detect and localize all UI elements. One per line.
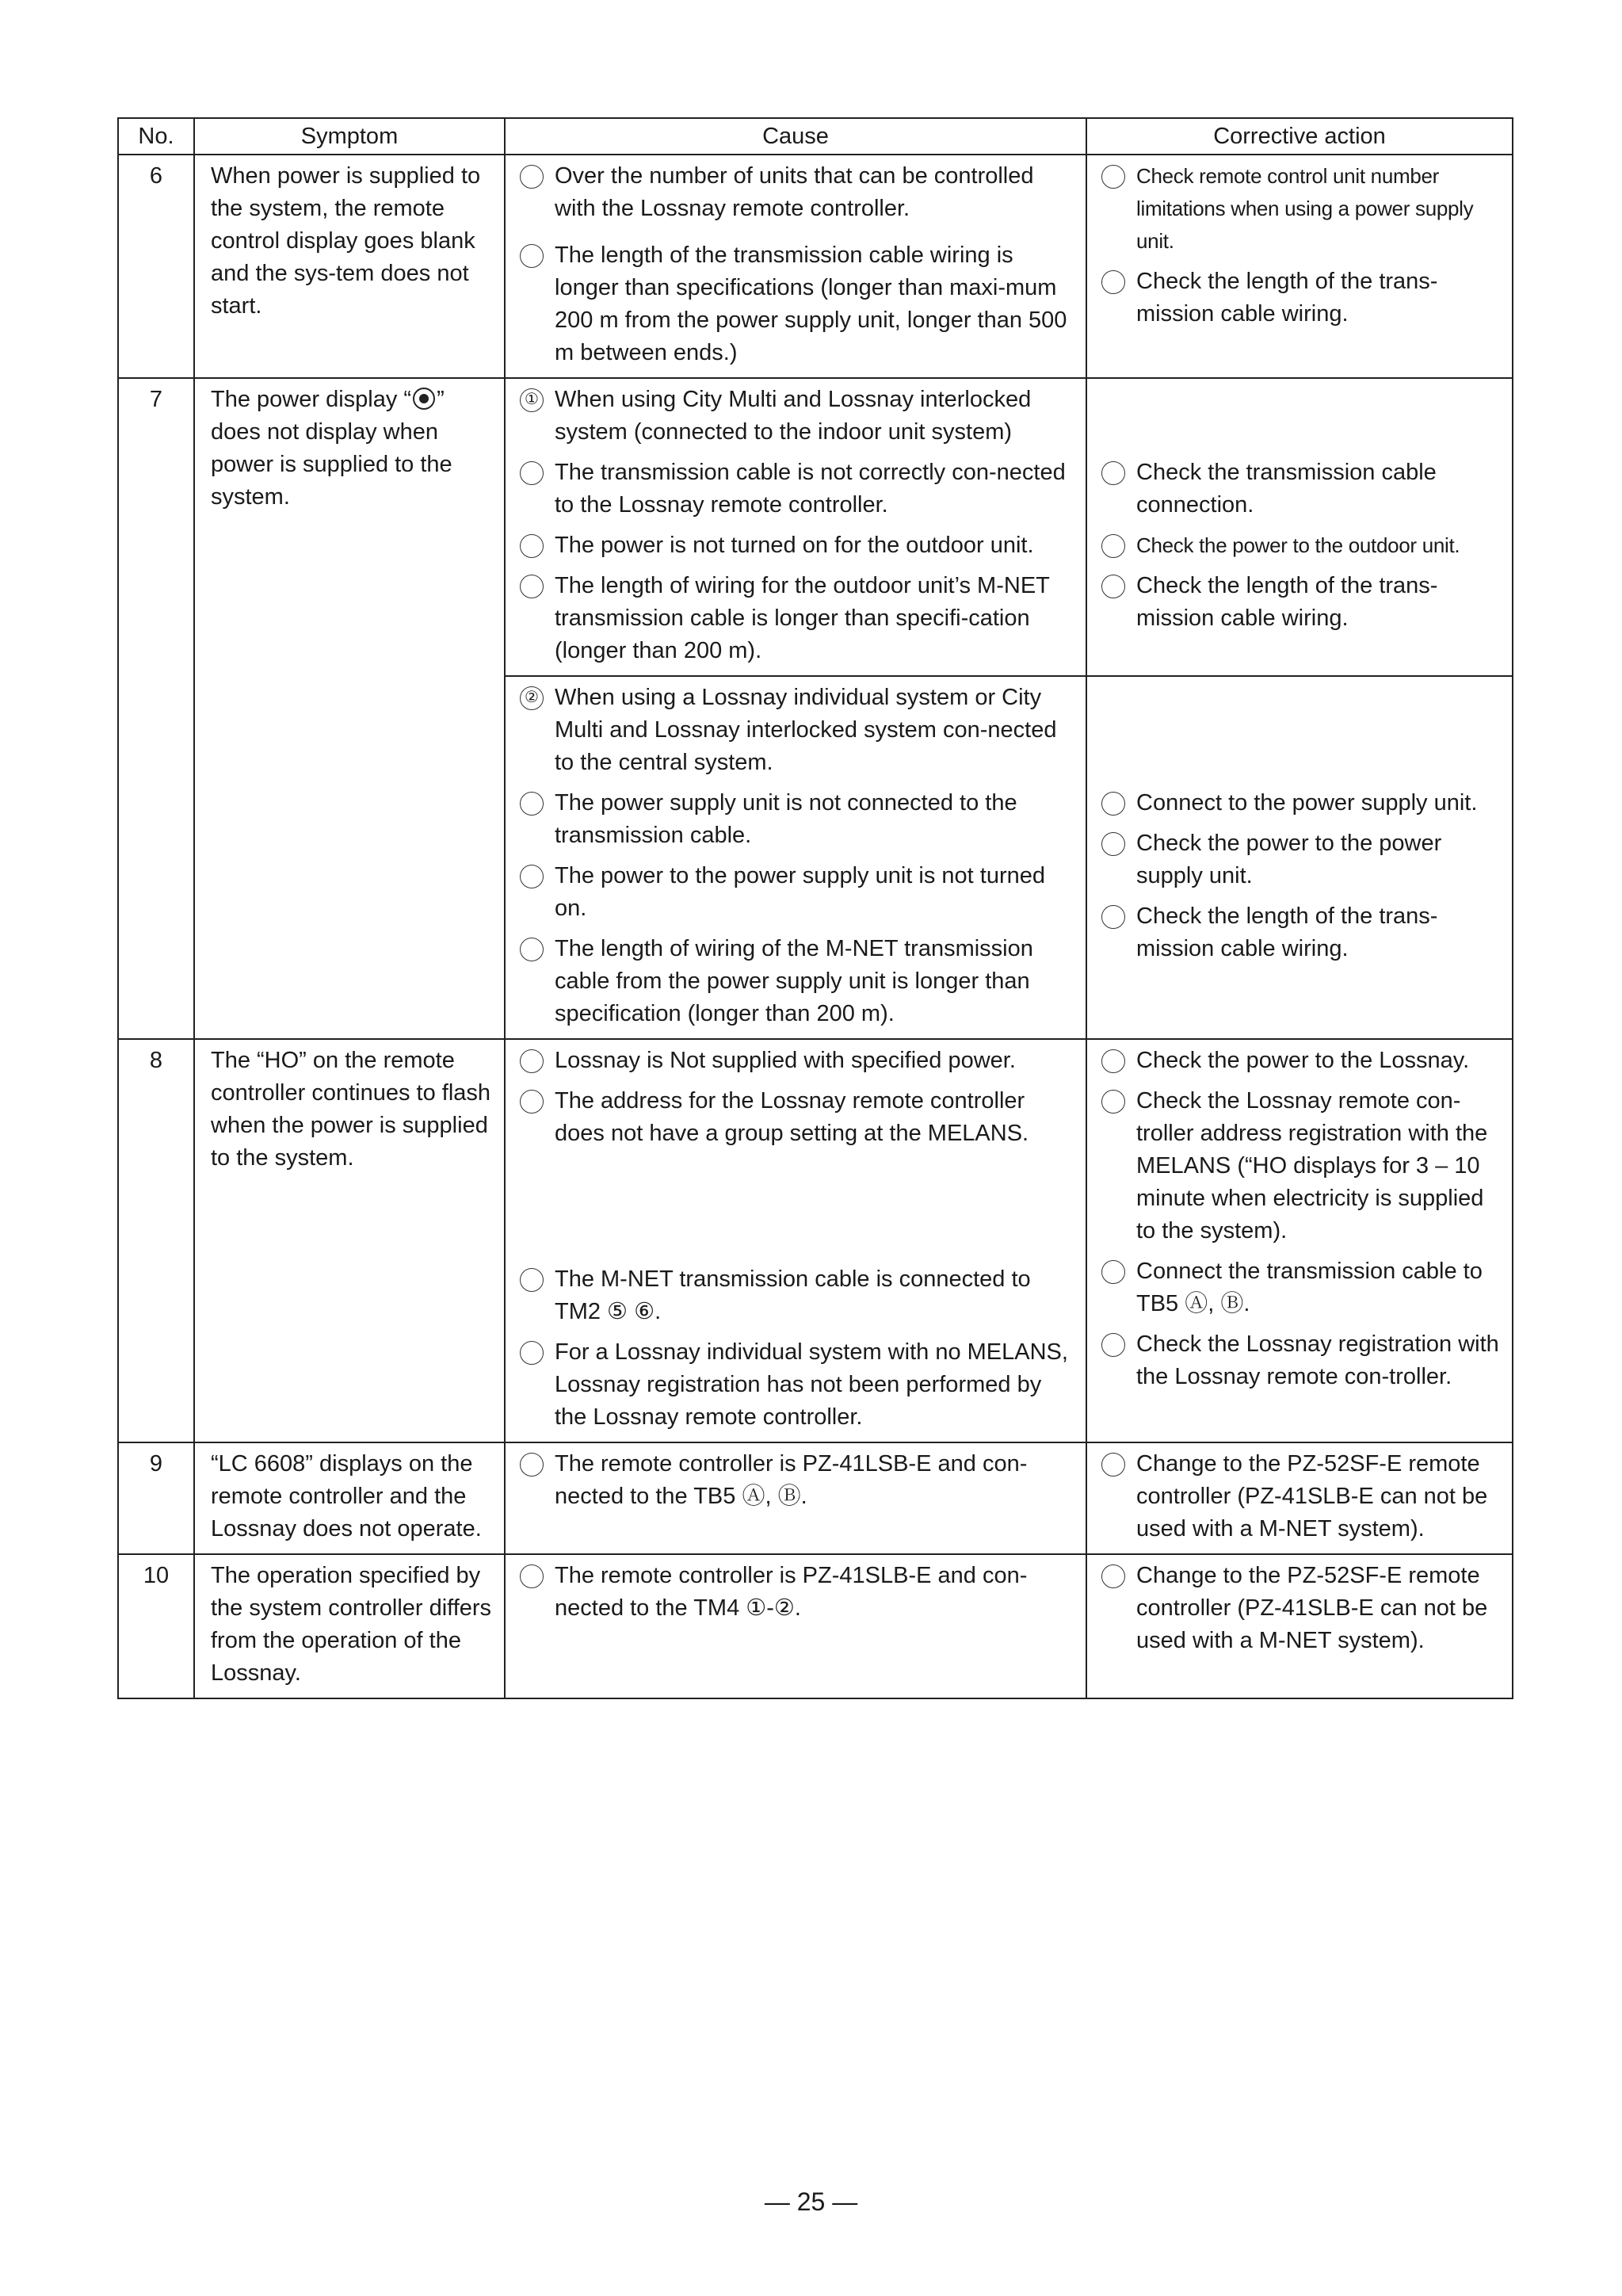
table-header-row: [118, 118, 1513, 155]
row-number: 8: [118, 1039, 194, 1442]
bullet-circle-icon: [1101, 1333, 1125, 1357]
action-item: [1101, 827, 1501, 892]
cause-item: [520, 1045, 1074, 1077]
cause-text: Over the number of units that can be controlled with the Lossnay remote controller.: [555, 163, 1034, 221]
cause-heading-text: When using City Multi and Lossnay interlocked system (connected to the indoor unit system): [555, 387, 1032, 445]
symptom-text-start: The power display “: [211, 387, 412, 412]
action-text: Change to the PZ-52SF-E remote controller (PZ-41SLB-E can not be used with a M-NET system).: [1136, 1451, 1488, 1541]
number-two-icon: ②: [520, 686, 544, 710]
table-row: [118, 155, 1513, 378]
action-cell: [1086, 676, 1513, 1039]
cause-item: [520, 1448, 1074, 1513]
action-text: Check the Lossnay remote con-troller address registration with the MELANS (“HO displays for 3 – 10 minute when electricity is supplied to the system).: [1136, 1088, 1488, 1244]
cause-heading: [520, 384, 1074, 449]
bullet-circle-icon: [520, 1268, 544, 1292]
bullet-circle-icon: [1101, 905, 1125, 929]
action-item: [1101, 570, 1501, 635]
cause-text: The power to the power supply unit is not turned on.: [555, 863, 1046, 921]
troubleshooting-table: [117, 117, 1513, 1699]
row-number: 9: [118, 1442, 194, 1554]
cause-text: The address for the Lossnay remote controller does not have a group setting at the MELANS.: [555, 1088, 1029, 1146]
action-cell: [1086, 1554, 1513, 1698]
table-row: [118, 1442, 1513, 1554]
bullet-circle-icon: [520, 1564, 544, 1588]
action-item: [1101, 266, 1501, 330]
cause-cell: [505, 1554, 1086, 1698]
cause-item: [520, 1085, 1074, 1255]
spacer: [1101, 682, 1501, 787]
cause-item: [520, 160, 1074, 225]
action-text: Check the power to the Lossnay.: [1136, 1048, 1470, 1073]
action-text: Check the length of the trans-mission cable wiring.: [1136, 904, 1438, 961]
cause-item: [520, 529, 1074, 562]
cause-item: [520, 1560, 1074, 1625]
action-item: [1101, 1045, 1501, 1077]
cause-text: The length of wiring for the outdoor unit’s M-NET transmission cable is longer than specifi-cation (longer than 200 m).: [555, 573, 1050, 663]
action-item: [1101, 1085, 1501, 1247]
action-text: Check the length of the trans-mission cable wiring.: [1136, 269, 1438, 327]
page-number: — 25 —: [764, 2187, 858, 2216]
cause-heading: [520, 682, 1074, 779]
symptom-cell: [194, 378, 505, 1039]
cause-cell: [505, 1442, 1086, 1554]
bullet-circle-icon: [520, 244, 544, 268]
action-item: [1101, 457, 1501, 521]
bullet-circle-icon: [1101, 534, 1125, 558]
action-item: [1101, 529, 1501, 562]
action-text: Check the transmission cable connection.: [1136, 460, 1437, 518]
action-item: [1101, 1255, 1501, 1320]
cause-text: The M-NET transmission cable is connected to TM2 ⑤ ⑥.: [555, 1266, 1031, 1324]
action-cell: [1086, 1442, 1513, 1554]
header-symptom: Symptom: [194, 118, 505, 155]
action-text: Connect to the power supply unit.: [1136, 790, 1478, 816]
bullet-circle-icon: [520, 461, 544, 485]
action-item: [1101, 900, 1501, 965]
action-text: Check the power to the power supply unit.: [1136, 831, 1442, 888]
table-row: [118, 378, 1513, 676]
bullet-circle-icon: [520, 1453, 544, 1477]
bullet-circle-icon: [1101, 575, 1125, 598]
bullet-circle-icon: [520, 938, 544, 961]
table-row: [118, 1039, 1513, 1442]
action-text: Change to the PZ-52SF-E remote controller (PZ-41SLB-E can not be used with a M-NET system).: [1136, 1563, 1488, 1653]
cause-item: [520, 787, 1074, 852]
cause-text: The remote controller is PZ-41SLB-E and con-nected to the TM4 ①-②.: [555, 1563, 1028, 1621]
cause-cell: [505, 155, 1086, 378]
cause-text: The remote controller is PZ-41LSB-E and con-nected to the TB5 Ⓐ, Ⓑ.: [555, 1451, 1028, 1509]
cause-cell: [505, 378, 1086, 676]
cause-item: [520, 239, 1074, 369]
bullet-circle-icon: [1101, 165, 1125, 189]
cause-text: The power supply unit is not connected to the transmission cable.: [555, 790, 1017, 848]
symptom-cell: The operation specified by the system controller differs from the operation of the Lossnay.: [194, 1554, 505, 1698]
action-text: Connect the transmission cable to TB5 Ⓐ, Ⓑ.: [1136, 1259, 1483, 1316]
power-indicator-icon: [413, 388, 435, 410]
symptom-cell: “LC 6608” displays on the remote controller and the Lossnay does not operate.: [194, 1442, 505, 1554]
bullet-circle-icon: [1101, 1564, 1125, 1588]
cause-item: [520, 860, 1074, 925]
bullet-circle-icon: [1101, 270, 1125, 294]
cause-text: For a Lossnay individual system with no MELANS, Lossnay registration has not been performed by the Lossnay remote controller.: [555, 1339, 1068, 1430]
cause-text: The power is not turned on for the outdoor unit.: [555, 533, 1034, 558]
bullet-circle-icon: [1101, 1090, 1125, 1114]
spacer: [1101, 384, 1501, 457]
table-row: [118, 1554, 1513, 1698]
cause-item: [520, 1336, 1074, 1434]
action-text: Check the length of the trans-mission cable wiring.: [1136, 573, 1438, 631]
cause-text: Lossnay is Not supplied with specified power.: [555, 1048, 1016, 1073]
action-item: [1101, 1328, 1501, 1393]
row-number: 7: [118, 378, 194, 1039]
symptom-text-end: ” does not display when power is supplied to the system.: [211, 387, 452, 510]
action-item: [1101, 1560, 1501, 1657]
cause-text: The length of wiring of the M-NET transmission cable from the power supply unit is longer than specification (longer than 200 m).: [555, 936, 1033, 1026]
symptom-cell: The “HO” on the remote controller continues to flash when the power is supplied to the system.: [194, 1039, 505, 1442]
cause-heading-text: When using a Lossnay individual system or City Multi and Lossnay interlocked system con-nected to the central system.: [555, 685, 1057, 775]
number-one-icon: ①: [520, 388, 544, 412]
bullet-circle-icon: [520, 534, 544, 558]
bullet-circle-icon: [520, 1341, 544, 1365]
cause-text: The length of the transmission cable wiring is longer than specifications (longer than maxi-mum 200 m from the power supply unit, longer than 500 m between ends.): [555, 243, 1067, 365]
action-cell: [1086, 155, 1513, 378]
action-item: [1101, 787, 1501, 819]
action-text: Check the power to the outdoor unit.: [1136, 533, 1460, 557]
bullet-circle-icon: [1101, 832, 1125, 856]
bullet-circle-icon: [520, 165, 544, 189]
header-corrective-action: Corrective action: [1086, 118, 1513, 155]
bullet-circle-icon: [1101, 1260, 1125, 1284]
cause-item: [520, 1263, 1074, 1328]
symptom-cell: When power is supplied to the system, the remote control display goes blank and the sys-tem does not start.: [194, 155, 505, 378]
action-item: [1101, 160, 1501, 258]
cause-cell: [505, 676, 1086, 1039]
bullet-circle-icon: [1101, 792, 1125, 816]
cause-text: The transmission cable is not correctly con-nected to the Lossnay remote controller.: [555, 460, 1066, 518]
header-no: No.: [118, 118, 194, 155]
cause-item: [520, 570, 1074, 667]
action-item: [1101, 1448, 1501, 1545]
bullet-circle-icon: [520, 792, 544, 816]
action-cell: [1086, 378, 1513, 676]
bullet-circle-icon: [1101, 1453, 1125, 1477]
header-cause: Cause: [505, 118, 1086, 155]
bullet-circle-icon: [520, 575, 544, 598]
cause-item: [520, 457, 1074, 521]
row-number: 10: [118, 1554, 194, 1698]
bullet-circle-icon: [520, 1049, 544, 1073]
action-text: Check remote control unit number limitations when using a power supply unit.: [1136, 164, 1474, 253]
row-number: 6: [118, 155, 194, 378]
bullet-circle-icon: [1101, 1049, 1125, 1073]
cause-item: [520, 933, 1074, 1030]
bullet-circle-icon: [520, 865, 544, 888]
action-cell: [1086, 1039, 1513, 1442]
bullet-circle-icon: [520, 1090, 544, 1114]
action-text: Check the Lossnay registration with the Lossnay remote con-troller.: [1136, 1331, 1499, 1389]
cause-cell: [505, 1039, 1086, 1442]
bullet-circle-icon: [1101, 461, 1125, 485]
